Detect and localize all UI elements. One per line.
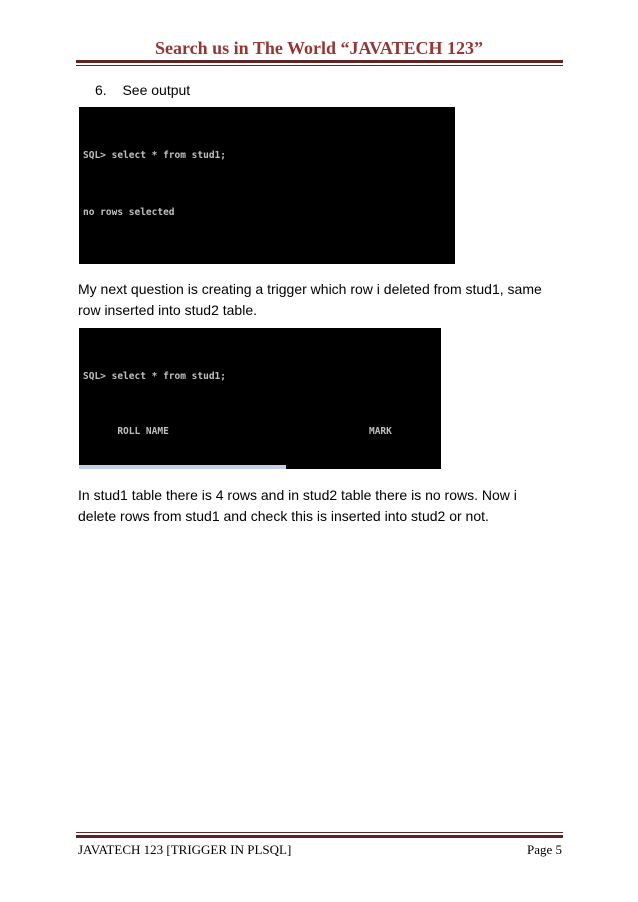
header-rule — [76, 60, 563, 63]
footer-rule-thin — [76, 832, 563, 833]
paragraph-trigger-question: My next question is creating a trigger which row i deleted from stud1, same row inserted into stud2 table. — [78, 281, 542, 318]
console-column-header: ROLL NAME MARK — [83, 426, 392, 438]
paragraph-explanation: In stud1 table there is 4 rows and in stud2 table there is no rows. Now i delete rows from stud1 and check this is inserted into stud2 or not. — [78, 487, 517, 524]
footer-page-number: Page 5 — [526, 842, 562, 857]
footer-rule — [76, 835, 563, 838]
header-rule-thin — [76, 65, 563, 66]
window-frame-edge — [79, 465, 286, 469]
console-line: SQL> select * from stud1; — [83, 370, 226, 382]
step-number: 6. — [95, 82, 107, 98]
console-line — [83, 261, 455, 264]
console-line: SQL> select * from stud1; — [83, 149, 226, 161]
console-screenshot-2 — [79, 328, 441, 465]
step-text: See output — [122, 82, 191, 98]
footer-document-title: JAVATECH 123 [TRIGGER IN PLSQL] — [78, 842, 292, 857]
step-item — [95, 82, 190, 98]
page-header-title: Search us in The World “JAVATECH 123” — [154, 38, 484, 58]
console-line: no rows selected — [83, 207, 175, 219]
console-screenshot-1 — [79, 107, 455, 264]
